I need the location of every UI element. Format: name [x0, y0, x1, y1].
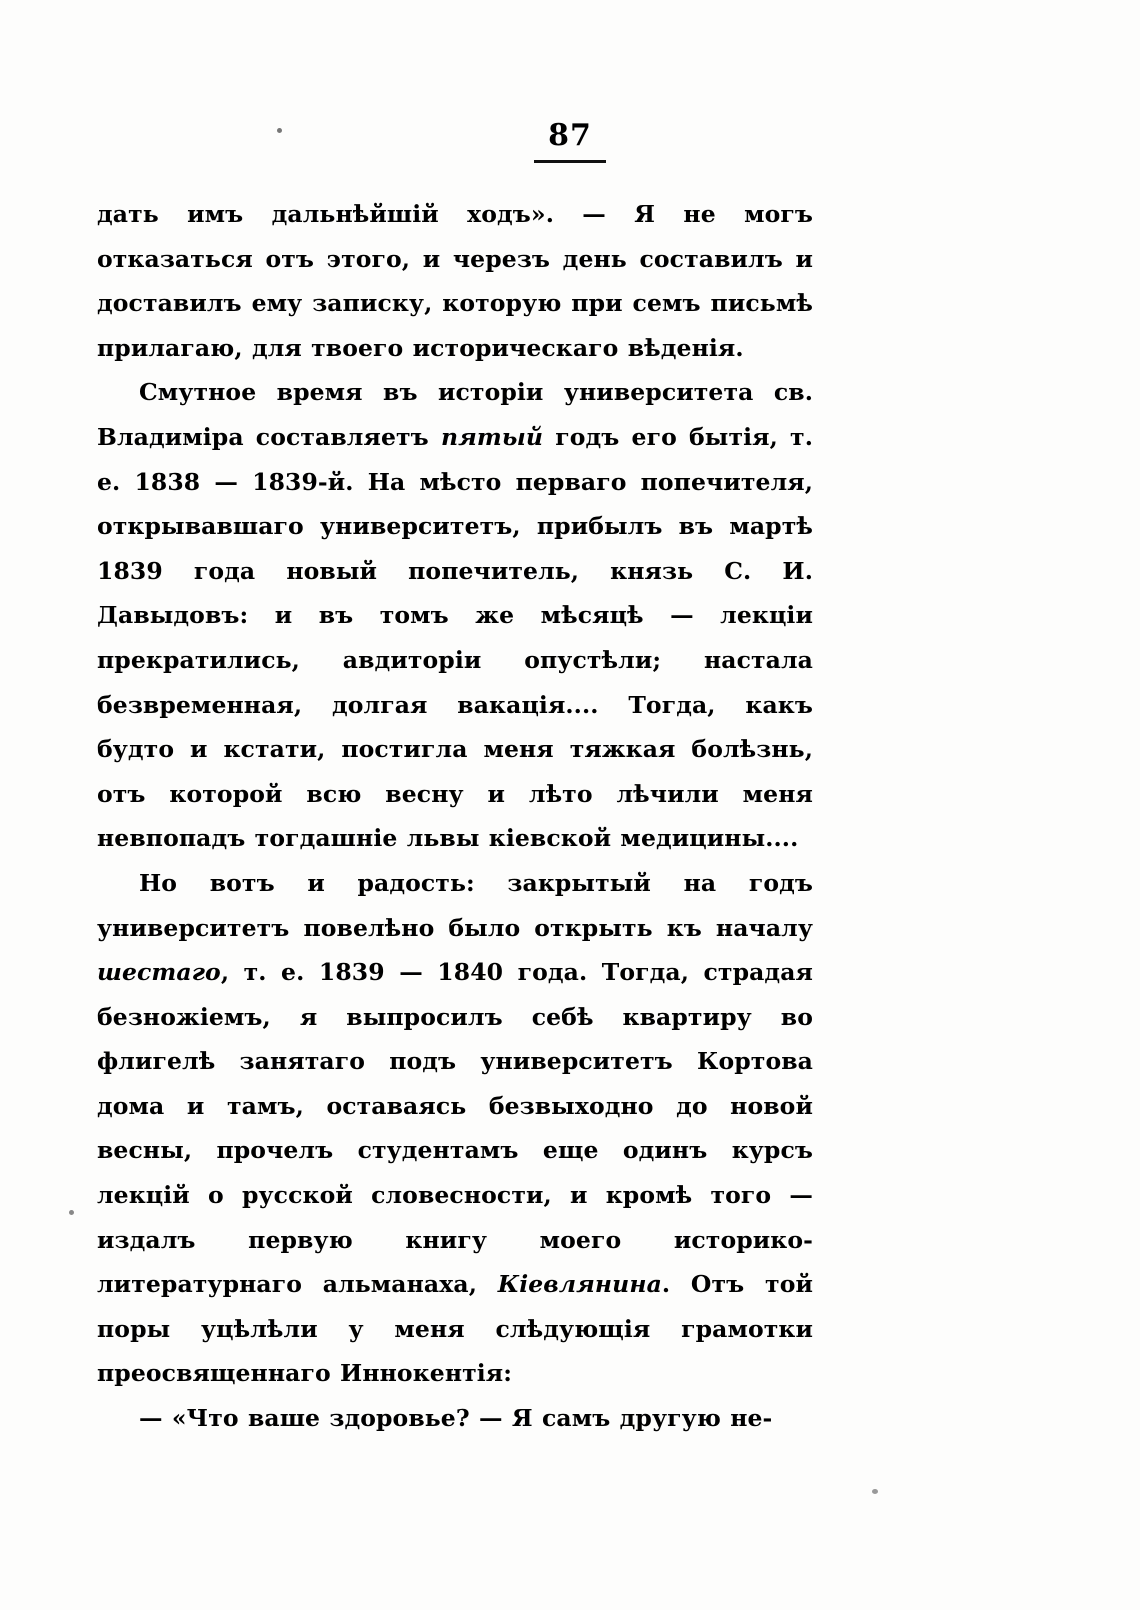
paragraph: [97, 1396, 813, 1441]
header-rule: [534, 160, 606, 163]
text-run: годъ его бытія, т. е. 1838 — 1839-й. На мѣсто перваго попечителя, открывавшаго университетъ, прибылъ въ мартѣ 1839 года новый попечитель, князь С. И. Давыдовъ: и въ томъ же мѣсяцѣ — лекціи прекратились, авдиторіи опустѣли; настала безвременная, долгая вакація.... Тогда, какъ будто и кстати, постигла меня тяжкая болѣзнь, отъ которой всю весну и лѣто лѣчили меня невпопадъ тогдашніе львы кіевской медицины....: [97, 422, 813, 853]
paragraph: [97, 192, 813, 370]
text-run: дать имъ дальнѣйшій ходъ». — Я не могъ отказаться отъ этого, и черезъ день составилъ и доставилъ ему записку, которую при семъ письмѣ прилагаю, для твоего историческаго вѣденія.: [97, 200, 813, 362]
paper-speck-icon: [872, 1489, 878, 1494]
text-run: , т. е. 1839 — 1840 года. Тогда, страдая безножіемъ, я выпросилъ себѣ квартиру во флигелѣ занятаго подъ университетъ Кортова дома и тамъ, оставаясь безвыходно до новой весны, прочелъ студентамъ еще одинъ курсъ лекцій о русской словесности, и кромѣ того — издалъ первую книгу моего историко-литературнаго альманаха,: [97, 958, 813, 1299]
paper-speck-icon: [69, 1210, 74, 1215]
emphasis-text: шестаго: [97, 958, 221, 987]
text-run: — «Что ваше здоровье? — Я самъ другую не-: [139, 1404, 773, 1433]
text-run: . Отъ той поры уцѣлѣли у меня слѣдующія грамотки преосвященнаго Иннокентія:: [97, 1270, 813, 1388]
emphasis-text: пятый: [440, 422, 544, 451]
text-run: Но вотъ и радость: закрытый на годъ университетъ повелѣно было открыть къ началу: [97, 868, 813, 942]
text-run: Смутное время въ исторіи университета св. Владиміра составляетъ: [97, 378, 813, 451]
emphasis-text: Кіевлянина: [497, 1270, 662, 1299]
page-number: 87: [548, 118, 592, 153]
body-text: [97, 192, 813, 1441]
paragraph: [97, 370, 813, 861]
paragraph: [97, 861, 813, 1396]
